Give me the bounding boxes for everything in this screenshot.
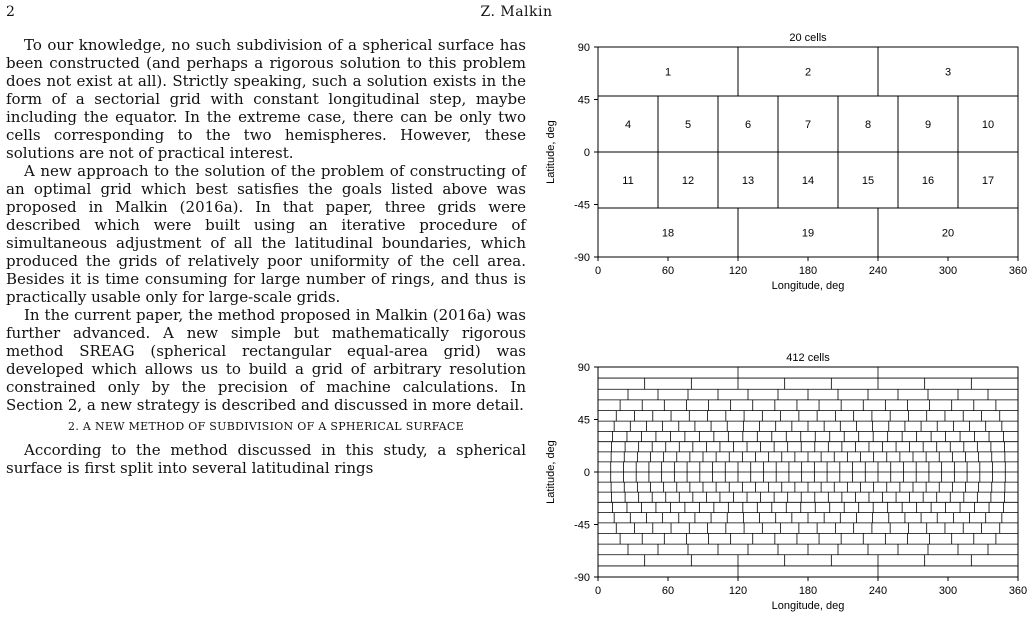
chart-title: 20 cells — [789, 32, 827, 44]
figure-412-cells — [540, 344, 1033, 634]
cell-label: 6 — [744, 119, 752, 131]
text-column — [6, 36, 526, 477]
cell-label: 13 — [741, 175, 755, 187]
cell-label: 5 — [684, 119, 692, 131]
paragraph: To our knowledge, no such subdivision of a spherical surface has been constructed (and perhaps a rigorous solution to this problem does not exist at all). Strictly speaking, such a solution exists in the form of a sectorial grid with constant longitudinal step, maybe including the equator. In the extreme case, there can be only two cells corresponding to the two hemispheres. However, these solutions are not of practical interest. — [6, 36, 526, 162]
cell-label: 19 — [801, 227, 815, 240]
x-tick-label: 120 — [728, 585, 748, 597]
page-number: 2 — [6, 4, 15, 20]
cell-label: 7 — [804, 119, 812, 131]
chart-title: 412 cells — [786, 352, 830, 364]
x-tick-label: 60 — [661, 265, 675, 277]
x-tick-label: 240 — [868, 265, 888, 277]
cell-label: 16 — [921, 175, 935, 187]
paragraph: In the current paper, the method proposed in Malkin (2016a) was further advanced. A new simple but mathematically rigorous method SREAG (spherical rectangular equal-area grid) was developed which allows us to build a grid of arbitrary resolution constrained only by the precision of machine calculations. In Section 2, a new strategy is described and discussed in more detail. — [6, 306, 526, 414]
running-header-author: Z. Malkin — [480, 4, 553, 20]
cell-label: 9 — [924, 119, 932, 131]
x-tick-label: 180 — [798, 265, 818, 277]
x-tick-label: 180 — [798, 585, 818, 597]
cell-label: 14 — [801, 175, 815, 187]
cell-label: 3 — [944, 66, 952, 79]
y-axis-label: Latitude, deg — [545, 440, 557, 504]
y-tick-label: 90 — [577, 362, 590, 374]
x-tick-label: 300 — [938, 265, 958, 277]
y-tick-label: -90 — [574, 572, 590, 584]
grid-chart-412-cells — [540, 344, 1033, 634]
x-tick-label: 60 — [661, 585, 675, 597]
y-tick-label: 0 — [583, 147, 590, 159]
y-tick-label: 45 — [577, 414, 590, 427]
cell-label: 10 — [981, 119, 995, 131]
grid-chart-20-cells — [540, 14, 1033, 318]
x-tick-label: 300 — [938, 585, 958, 597]
x-axis-label: Longitude, deg — [771, 600, 845, 612]
y-tick-label: 0 — [583, 467, 590, 479]
y-tick-label: 90 — [577, 42, 590, 54]
x-tick-label: 360 — [1008, 265, 1028, 277]
cell-label: 18 — [661, 227, 675, 240]
y-tick-label: -45 — [574, 199, 590, 212]
y-tick-label: 45 — [577, 94, 590, 107]
x-tick-label: 120 — [728, 265, 748, 277]
cell-label: 20 — [941, 227, 955, 240]
x-tick-label: 360 — [1008, 585, 1028, 597]
cell-label: 12 — [681, 175, 695, 187]
x-axis-label: Longitude, deg — [771, 280, 845, 292]
cell-label: 11 — [622, 175, 634, 187]
paragraph: According to the method discussed in this study, a spherical surface is first split into several latitudinal rings — [6, 441, 526, 477]
cell-label: 1 — [664, 66, 672, 79]
cell-label: 15 — [861, 175, 875, 187]
cell-label: 2 — [804, 66, 812, 79]
section-heading: 2. A NEW METHOD OF SUBDIVISION OF A SPHERICAL SURFACE — [68, 420, 464, 433]
x-tick-label: 0 — [594, 265, 602, 277]
cell-label: 4 — [624, 119, 632, 131]
figure-20-cells — [540, 14, 1033, 318]
cell-label: 17 — [981, 175, 995, 187]
cell-label: 8 — [864, 119, 872, 131]
x-tick-label: 0 — [594, 585, 602, 597]
y-axis-label: Latitude, deg — [545, 120, 557, 184]
y-tick-label: -90 — [574, 252, 590, 264]
y-tick-label: -45 — [574, 519, 590, 532]
paragraph: A new approach to the solution of the problem of constructing of an optimal grid which best satisfies the goals listed above was proposed in Malkin (2016a). In that paper, three grids were described which were built using an iterative procedure of simultaneous adjustment of all the latitudinal boundaries, which produced the grids of relatively poor uniformity of the cell area. Besides it is time consuming for large number of rings, and thus is practically usable only for large-scale grids. — [6, 162, 526, 306]
x-tick-label: 240 — [868, 585, 888, 597]
